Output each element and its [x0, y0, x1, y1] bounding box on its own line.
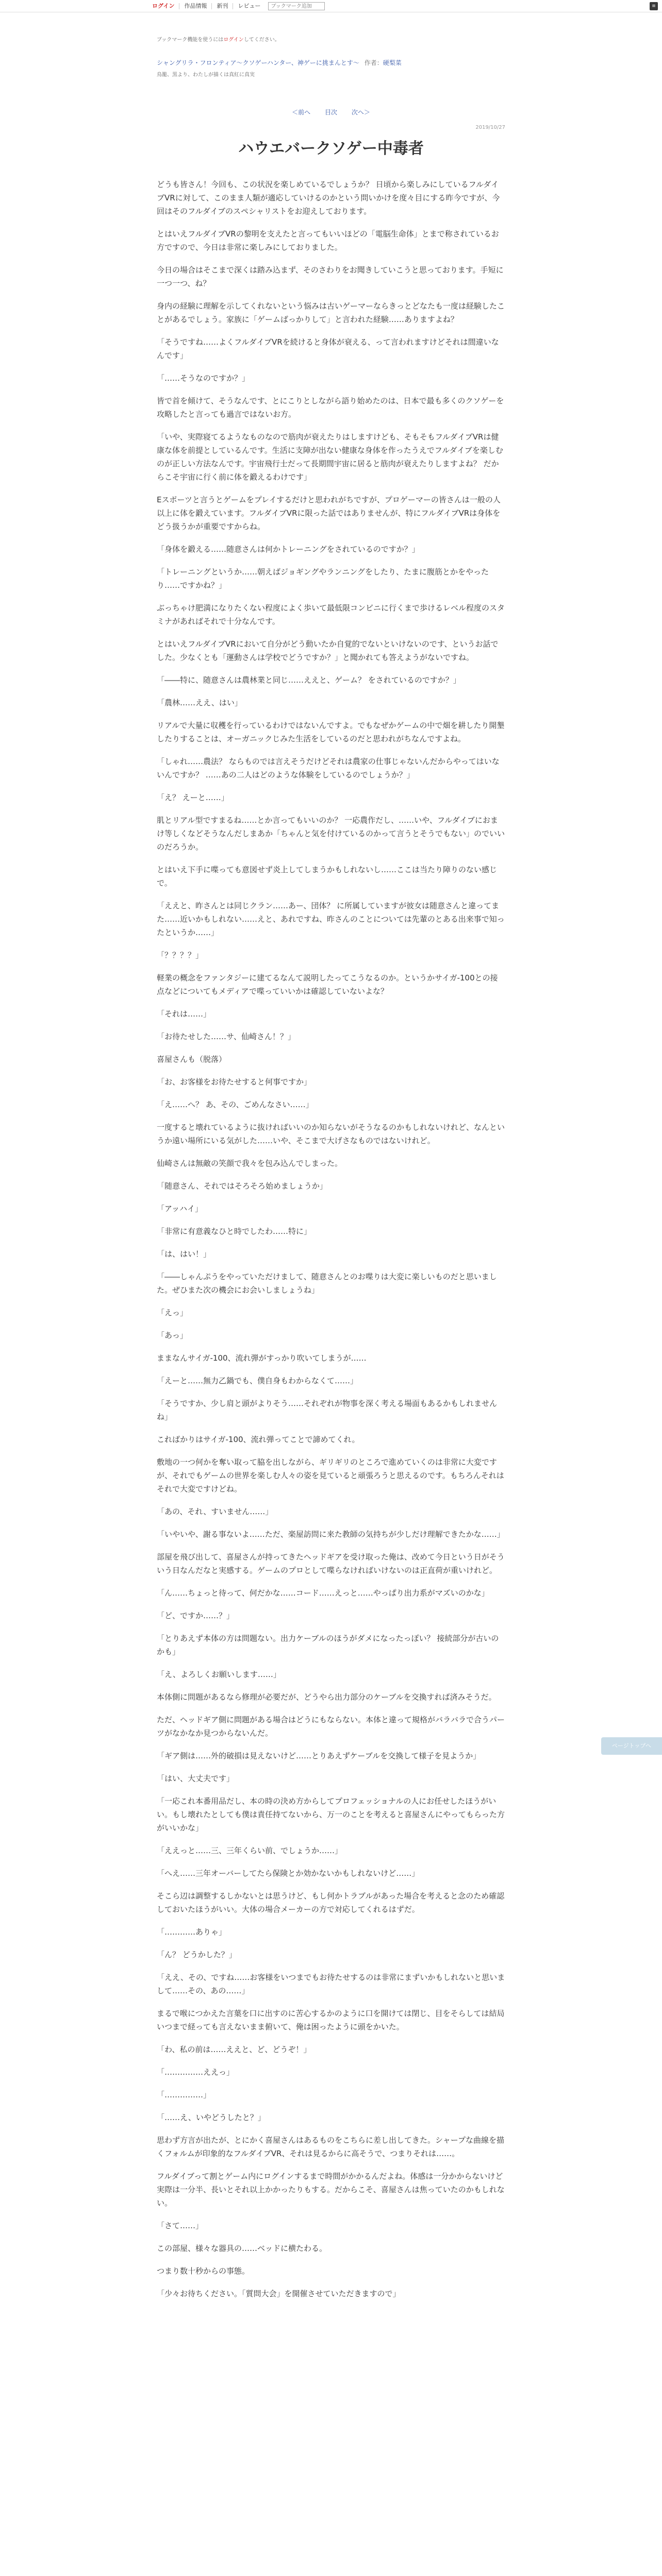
novel-paragraph: 今日の場合はそこまで深くは踏み込まず、そのさわりをお聞きしていこうと思っております。手短に一つ一つ、ね？	[157, 265, 504, 288]
main-content	[157, 12, 505, 2310]
author-link[interactable]: 硬梨菜	[383, 59, 402, 66]
novel-paragraph: Eスポーツと言うとゲームをプレイするだけと思われがちですが、プロゲーマーの皆さんは一般の人以上に体を鍛えています。フルダイブVRに限った話ではありませんが、特にフルダイブVRは身体をどう扱うかが重要ですからね。	[157, 495, 501, 531]
novel-paragraph: 「ギア側は……外的破損は見えないけど……とりあえずケーブルを交換して様子を見ようか」	[157, 1751, 481, 1760]
novel-paragraph: 「ん？ どうかした？」	[157, 1950, 237, 1959]
novel-paragraph: とはいえフルダイブVRにおいて自分がどう動いたか自覚的でないといけないのです、というお話でした。少なくとも「運動さんは学校でどうですか？」と聞かれても答えようがないですね。	[157, 639, 499, 662]
chapter-pager-top	[157, 108, 505, 116]
login-notice	[157, 35, 505, 43]
novel-paragraph: 「……………」	[157, 2090, 211, 2099]
novel-paragraph: どうも皆さん！今回も、この状況を楽しめているでしょうか？ 日頃から楽しみにしているフルダイブVRに対して、このまま人類が適応していけるのかという問いかけを度々目にする昨今ですが、今回はそのフルダイブのスペシャリストをお迎えしております。	[157, 180, 500, 216]
chapter-title: ハウエバークソゲー中毒者	[238, 140, 424, 158]
series-title-link[interactable]: シャングリラ・フロンティア〜クソゲーハンター、神ゲーに挑まんとす〜	[157, 59, 359, 66]
novel-paragraph: 「えーと……無力乙鍋でも、僕自身もわからなくて……」	[157, 1376, 358, 1385]
novel-paragraph: 「少々お待ちください。「質問大会」を開催させていただきますので」	[157, 2289, 401, 2298]
review-link[interactable]: レビュー	[238, 3, 261, 9]
novel-paragraph: 「……………ええっ」	[157, 2067, 235, 2077]
works-link[interactable]: 作品情報	[184, 3, 207, 9]
novel-paragraph: 「アッハイ」	[157, 1204, 203, 1213]
novel-paragraph: 肌とリアル型ですまるね……とか言ってもいいのか？ 一応農作だし、……いや、フルダイブにおまけ等しくなどそうなんだしまあか「ちゃんと気を付けているのかって言うとそうでもない」のでいいのだろうか。	[157, 816, 505, 852]
novel-paragraph: 「ええと、昨さんとは同じクラン……あー、団体？ に所属していますが彼女は随意さんと違ってまた……近いかもしれない……えと、あれですね、昨さんのことについては先輩のとある出来事で知ったというか……」	[157, 901, 505, 937]
novel-paragraph: 「え、よろしくお願いします……」	[157, 1670, 281, 1679]
post-date: 2019/10/27	[475, 125, 505, 130]
login-link[interactable]: ログイン	[152, 3, 175, 9]
novel-paragraph: こればかりはサイガ-100、流れ弾ってことで諦めてくれ。	[157, 1435, 360, 1444]
novel-paragraph: とはいえフルダイブVRの黎明を支えたと言ってもいいほどの「電脳生命体」とまで称されているお方ですので、今日は非常に楽しみにしておりました。	[157, 229, 499, 252]
novel-paragraph: そこら辺は調整するしかないとは思うけど、もし何かトラブルがあった場合を考えると念のため確認しておいたほうがいい。大体の場合メーカーの方で対応してくれるはずだ。	[157, 1891, 505, 1914]
toc-link[interactable]: 目次	[324, 109, 337, 116]
novel-paragraph: 「そうですね……よくフルダイブVRを続けると身体が衰える、って言われますけどそれは間違いなんです」	[157, 337, 499, 360]
novel-paragraph: まるで喉につかえた言葉を口に出すのに苦心するかのように口を開けては閉じ、目をそらしては結局いつまで経っても言えないまま俯いて、俺は困ったように頭をかいた。	[157, 2009, 505, 2031]
novel-paragraph: 「さて……」	[157, 2221, 204, 2230]
novel-paragraph: ぶっちゃけ肥満になりたくない程度によく歩いて最低限コンビニに行くまで歩けるレベル程度のスタミナがあればそれで十分なんです。	[157, 603, 505, 626]
novel-paragraph: 「……え、いやどうしたと？」	[157, 2113, 266, 2122]
novel-paragraph: 「あっ」	[157, 1331, 188, 1340]
novel-paragraph: 「トレーニングというか……朝えばジョギングやランニングをしたり、たまに腹筋とかをやったり……ですかね？」	[157, 567, 489, 590]
novel-paragraph: フルダイブって割とゲーム内にログインするまで時間がかかるんだよね。体感は一分かからないけど実際は一分半、長いとそれ以上かかったりもする。だからこそ、喜屋さんは焦っていたのかもしれない。	[157, 2172, 505, 2208]
novel-paragraph: 皆で首を傾けて、そうなんです、とにこりとしながら語り始めたのは、日本で最も多くのクソゲーを攻略したと言っても過言ではないお方。	[157, 396, 504, 419]
novel-paragraph: 「へえ……三年オーバーしてたら保険とか効かないかもしれないけど……」	[157, 1869, 420, 1878]
novel-paragraph: 「農林……ええ、はい」	[157, 698, 242, 707]
novel-paragraph: 部屋を飛び出して、喜屋さんが持ってきたヘッドギアを受け取った俺は、改めて今日という日がそういう日なんだなと実感する。ゲームのプロとして喋らなければいけないのは正直荷が重いけれど。	[157, 1552, 505, 1575]
chapter-breadcrumb: 鳥籠、黒より、わたしが描くは真紅に真実	[157, 72, 255, 78]
novel-paragraph: 「え……へ？ あ、その、ごめんなさい……」	[157, 1100, 313, 1109]
novel-paragraph: 「――特に、随意さんは農林業と同じ……ええと、ゲーム？ をされているのですか？」	[157, 675, 461, 685]
novel-paragraph: 「あの、それ、すいません……」	[157, 1507, 273, 1516]
novel-paragraph: 「お待たせした……サ、仙崎さん！？」	[157, 1032, 295, 1041]
novel-paragraph: 「そうですか、少し肩と頭がよりそう……それぞれが物事を深く考える場面もあるかもしれませんね」	[157, 1399, 498, 1421]
notice-suffix: してください。	[243, 37, 280, 43]
menu-icon[interactable]: ≡	[650, 2, 658, 10]
page-top-button[interactable]: ページトップへ	[601, 1737, 662, 1755]
novel-paragraph: 「――しゃんぷうをやっていただけまして、随意さんとのお喋りは大変に楽しいものだと思いました。ぜひまた次の機会にお会いしましょうね」	[157, 1272, 497, 1295]
novel-paragraph: リアルで大量に収穫を行っているわけではないんですよ。でもなぜかゲームの中で畑を耕したり開墾したりすることは、オーガニックじみた生活をしているのだと思われがちなんですよね。	[157, 721, 505, 743]
novel-paragraph: 「えっ」	[157, 1308, 188, 1317]
novel-paragraph: 一度すると壊れているように抜ければいいのか知らないがそうなるのかもしれないけれど、なんというか遠い場所にいる気がした……いや、そこまで大げさなものではないけれど。	[157, 1123, 505, 1145]
notice-prefix: ブックマーク機能を使うには	[157, 37, 224, 43]
news-link[interactable]: 新刊	[217, 3, 228, 9]
novel-paragraph: 仙崎さんは無敵の笑顔で我々を包み込んでしまった。	[157, 1159, 343, 1168]
novel-paragraph: 「？？？？」	[157, 951, 204, 960]
novel-paragraph: 本体側に問題があるなら修理が必要だが、どうやら出力部分のケーブルを交換すれば済みそうだ。	[157, 1692, 496, 1702]
novel-paragraph: 身内の経験に理解を示してくれないという悩みは古いゲーマーならきっとどなたも一度は経験したことがあるでしょう。家族に「ゲームばっかりして」と言われた経験……ありますよね？	[157, 301, 505, 324]
novel-paragraph: 「ど、ですか……？」	[157, 1611, 235, 1620]
novel-paragraph: とはいえ下手に喋っても意図せず炎上してしまうかもしれないし……ここは当たり障りのない感じで。	[157, 865, 498, 888]
novel-paragraph: ただ、ヘッドギア側に問題がある場合はどうにもならない。本体と違って規格がバラバラで合うパーツがなかなか見つからないんだ。	[157, 1715, 505, 1738]
novel-paragraph: 「一応これ本番用品だし、本の時の決め方からしてプロフェッショナルの人にお任せしたほうがいい。もし壊れたとしても僕は責任持てないから、万一のことを考えると喜屋さんにやってもらった方がいいかな」	[157, 1797, 505, 1833]
novel-paragraph: 「え？ えーと……」	[157, 793, 229, 802]
novel-paragraph: 「いや、実際寝てるようなものなので筋肉が衰えたりはしますけども、そもそもフルダイブVRは健康な体を前提としているんです。生活に支障が出ない健康な身体を作ったうえでフルダイブを楽しむのが正しい方法なんです。宇宙飛行士だって長期間宇宙に居ると筋肉が衰えたりしますよね？ だからこそ宇宙に行く前に体を鍛えるわけです」	[157, 432, 503, 482]
novel-paragraph: ままなんサイガ-100、流れ弾がすっかり吹いてしまうが……	[157, 1353, 367, 1363]
novel-paragraph: 「お、お客様をお待たせすると何事ですか」	[157, 1077, 312, 1087]
series-info	[157, 58, 505, 67]
novel-paragraph: 思わず方言が出たが、とにかく喜屋さんはあるものをこちらに差し出してきた。シャープな曲線を描くフォルムが印象的なフルダイブVR、それは見るからに高そうで、つまりそれは……。	[157, 2136, 504, 2158]
novel-paragraph: 「…………ありゃ」	[157, 1927, 227, 1937]
novel-paragraph: 喜屋さんも（脱落）	[157, 1055, 227, 1064]
novel-paragraph: 「しゃれ……農法？ ならものでは言えそうだけどそれは農家の仕事じゃないんだからやってはいないんですか？ ……あの二人はどのような体験をしているのでしょうか？」	[157, 757, 500, 779]
author-label: 作者：	[364, 59, 383, 66]
novel-paragraph: 「ん……ちょっと待って、何だかな……コード……えっと……やっぱり出力系がマズいのかな」	[157, 1588, 489, 1598]
novel-paragraph: 敷地の一つ何かを奪い取って脇を出しながら、ギリギリのところで進めていくのは非常に大変ですが、それでもゲームの世界を楽しむ人々の姿を見ていると頑張ろうと思えるのです。もちろんそれはそれで大変ですけどね。	[157, 1458, 504, 1494]
novel-paragraph: 「はい、大丈夫です」	[157, 1774, 235, 1783]
novel-paragraph: 「ええっと……三、三年くらい前、でしょうか……」	[157, 1846, 343, 1855]
novel-paragraph: 「身体を鍛える……随意さんは何かトレーニングをされているのですか？」	[157, 545, 420, 554]
next-chapter-link[interactable]: 次へ＞	[351, 109, 370, 116]
novel-paragraph: つまり数十秒からの事態。	[157, 2266, 250, 2276]
novel-paragraph: 「……そうなのですか？」	[157, 374, 250, 383]
novel-paragraph: 軽業の概念をファンタジーに建てるなんて説明したってこうなるのか。というかサイガ-100との接点などについてもメディアで喋っていいかは確認していないよな？	[157, 973, 498, 996]
novel-paragraph: 「ええ、その、ですね……お客様をいつまでもお待たせするのは非常にまずいかもしれないと思いまして……その、あの……」	[157, 1973, 505, 1995]
novel-paragraph: 「いやいや、謝る事ないよ……ただ、楽屋訪問に来た教師の気持ちが少しだけ理解できたかな……」	[157, 1530, 505, 1539]
novel-paragraph: 「それは……」	[157, 1009, 211, 1019]
novel-body	[157, 178, 505, 2300]
novel-paragraph: 「とりあえず本体の方は問題ない。出力ケーブルのほうがダメになったっぽい？ 接続部分が古いのかも」	[157, 1634, 499, 1656]
top-nav	[147, 0, 325, 12]
notice-login-link[interactable]: ログイン	[223, 37, 244, 43]
novel-paragraph: 「わ、私の前は……ええと、ど、どうぞ！」	[157, 2045, 311, 2054]
bookmark-input[interactable]	[268, 2, 325, 10]
prev-chapter-link[interactable]: ＜前へ	[292, 109, 311, 116]
novel-paragraph: 「は、はい！」	[157, 1249, 211, 1259]
novel-paragraph: 「随意さん、それではそろそろ始めましょうか」	[157, 1181, 327, 1191]
novel-paragraph: この部屋、様々な器具の……ベッドに横たわる。	[157, 2244, 327, 2253]
top-bar	[0, 0, 662, 12]
novel-paragraph: 「非常に有意義なひと時でしたわ……特に」	[157, 1227, 312, 1236]
